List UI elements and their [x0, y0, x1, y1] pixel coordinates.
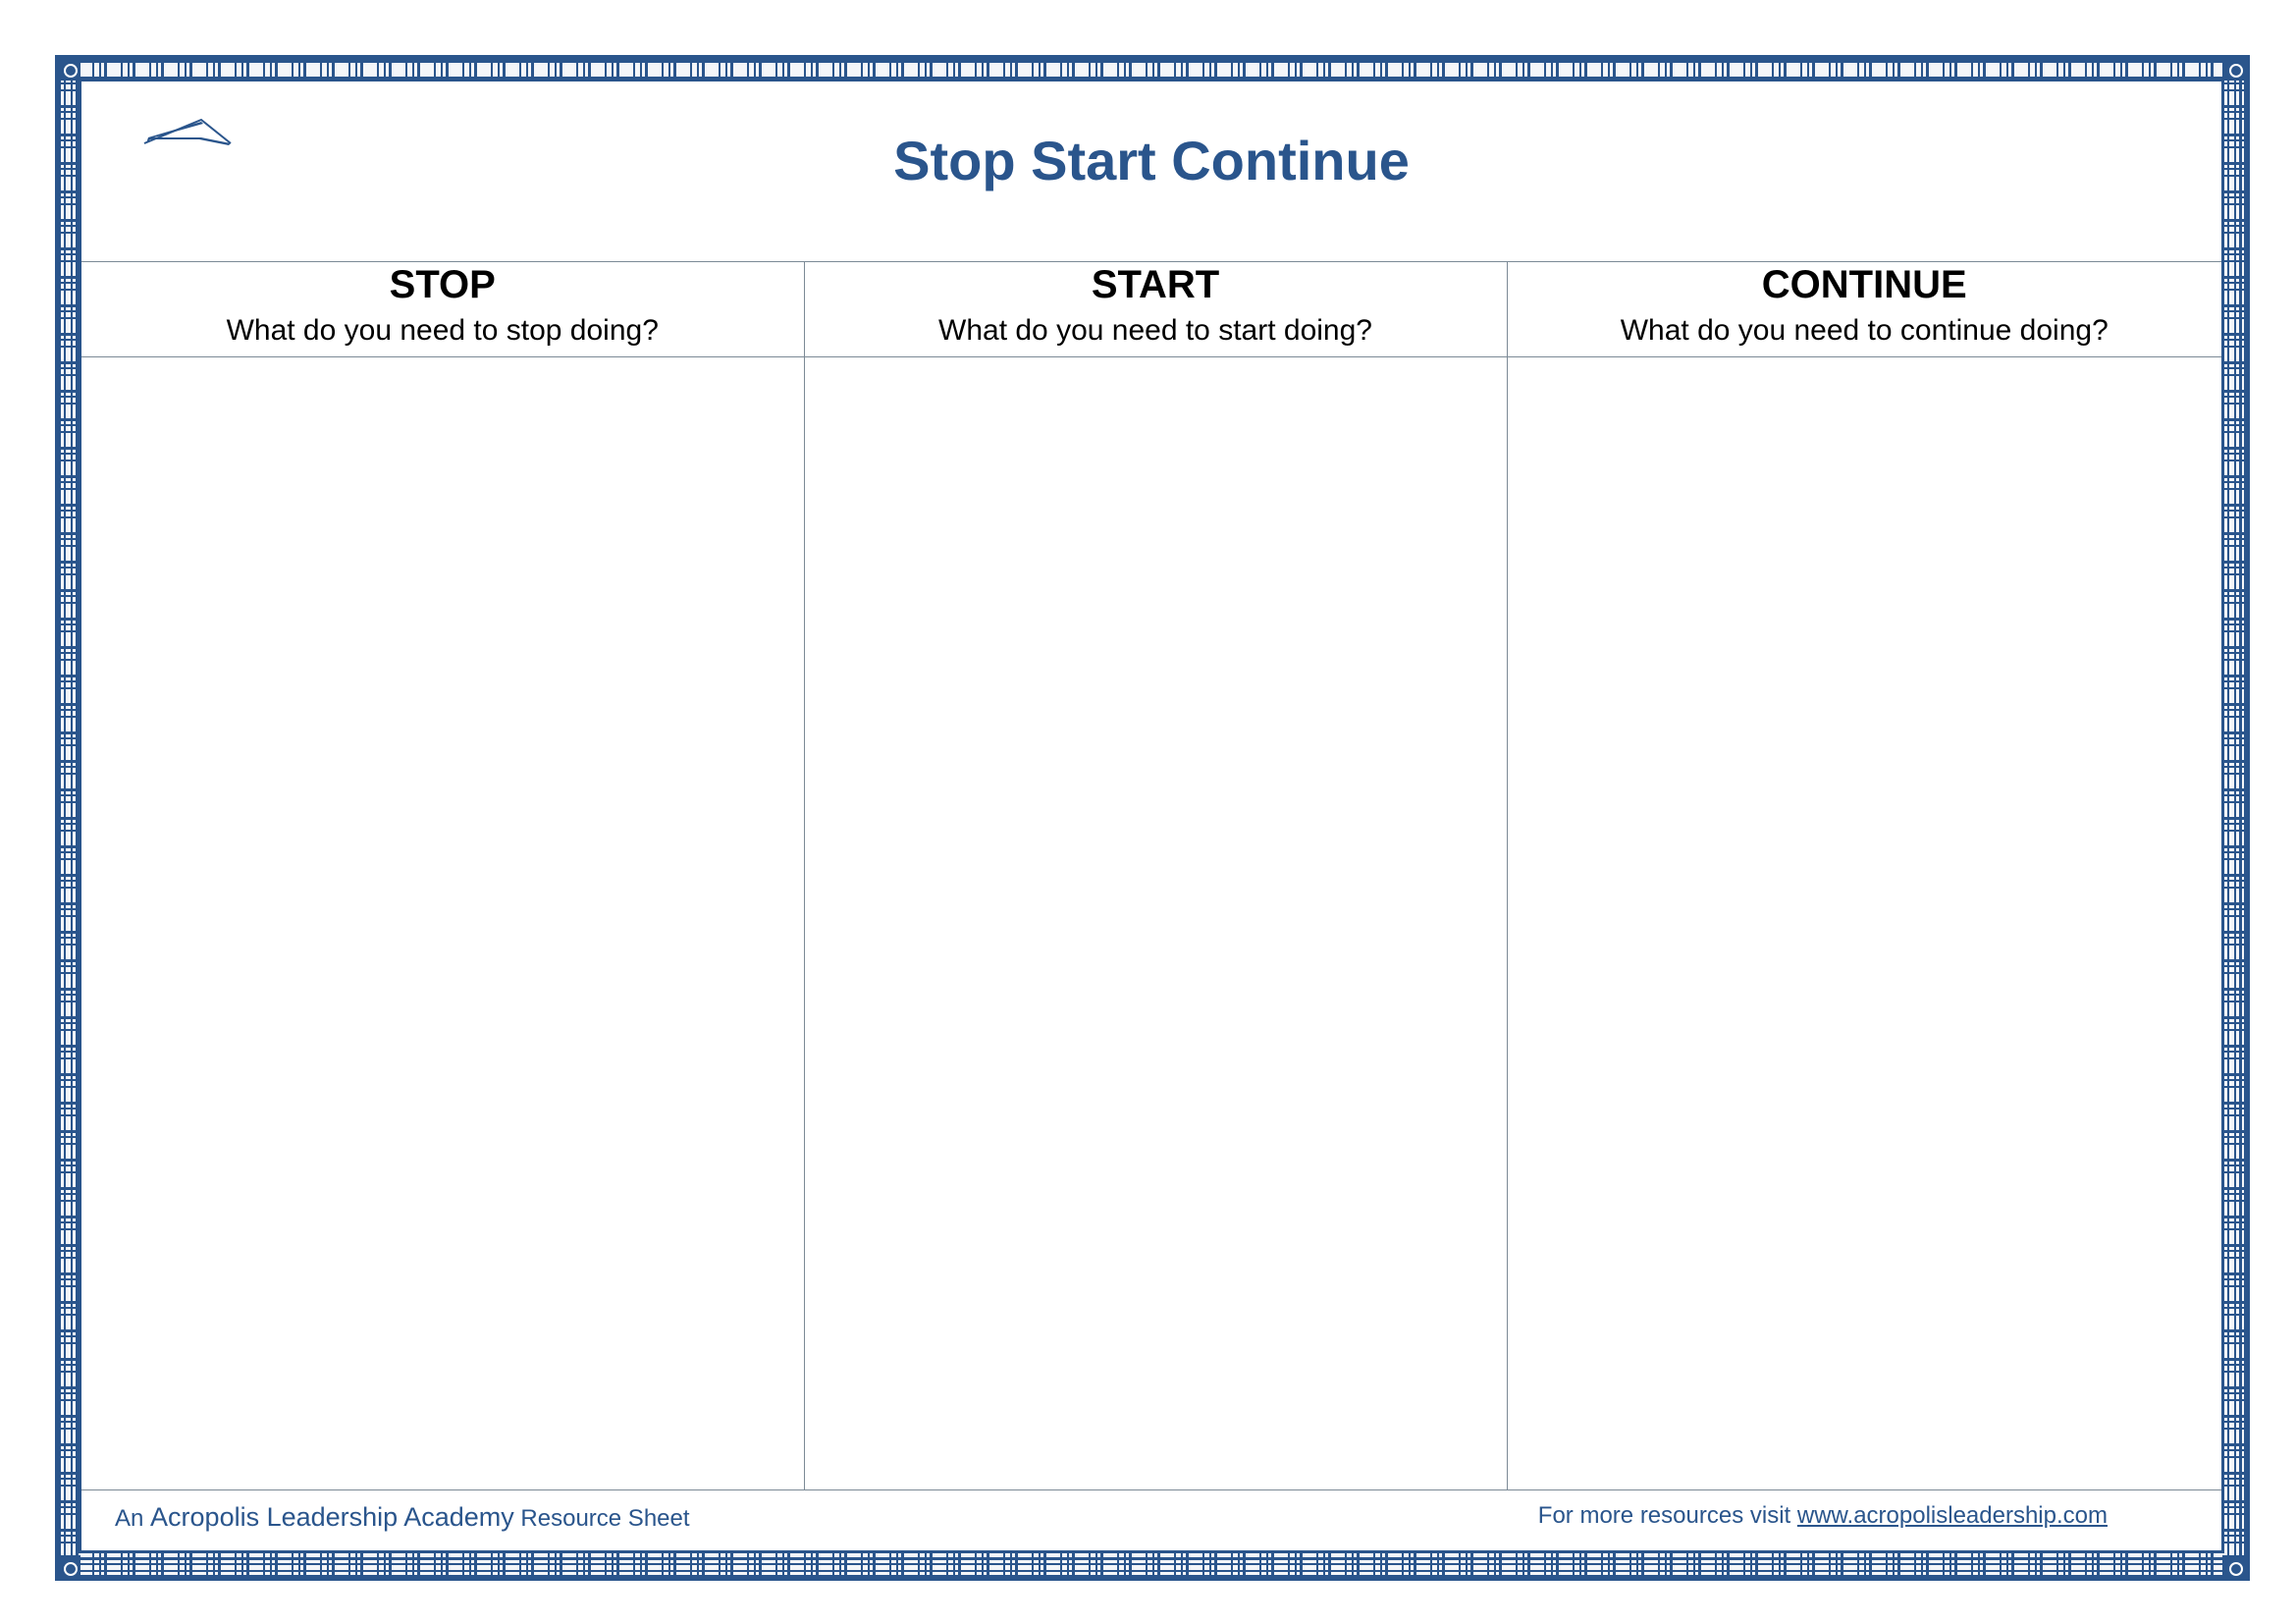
start-question: What do you need to start doing? [938, 314, 1372, 347]
footer-resources [1538, 1502, 2108, 1530]
continue-header-cell [1507, 262, 2221, 357]
start-header-cell [804, 262, 1507, 357]
continue-heading: CONTINUE [1761, 263, 1967, 306]
table-body-row [81, 357, 2221, 1490]
start-answer-area[interactable] [804, 357, 1507, 1490]
resource-sheet [81, 81, 2221, 1550]
footer-credit [115, 1502, 690, 1533]
stop-start-continue-table [81, 261, 2221, 1490]
footer-more-text: For more resources visit [1537, 1502, 1791, 1529]
footer [81, 1490, 2221, 1550]
stop-header-cell [81, 262, 804, 357]
border-corner-bottom-right [2222, 1555, 2246, 1579]
border-corner-top-right [2222, 57, 2246, 81]
table-header-row [81, 262, 2221, 357]
start-heading: START [1091, 263, 1220, 306]
footer-brand: Acropolis Leadership Academy [150, 1502, 514, 1532]
continue-answer-area[interactable] [1507, 357, 2221, 1490]
stop-heading: STOP [389, 263, 496, 306]
stop-question: What do you need to stop doing? [226, 314, 659, 347]
page-title: Stop Start Continue [893, 130, 1410, 191]
border-corner-top-left [57, 57, 80, 81]
website-link[interactable]: www.acropolisleadership.com [1796, 1502, 2108, 1529]
continue-question: What do you need to continue doing? [1620, 314, 2109, 347]
footer-prefix: An [115, 1505, 144, 1532]
footer-suffix: Resource Sheet [520, 1505, 690, 1532]
stop-answer-area[interactable] [81, 357, 804, 1490]
border-corner-bottom-left [57, 1555, 80, 1579]
